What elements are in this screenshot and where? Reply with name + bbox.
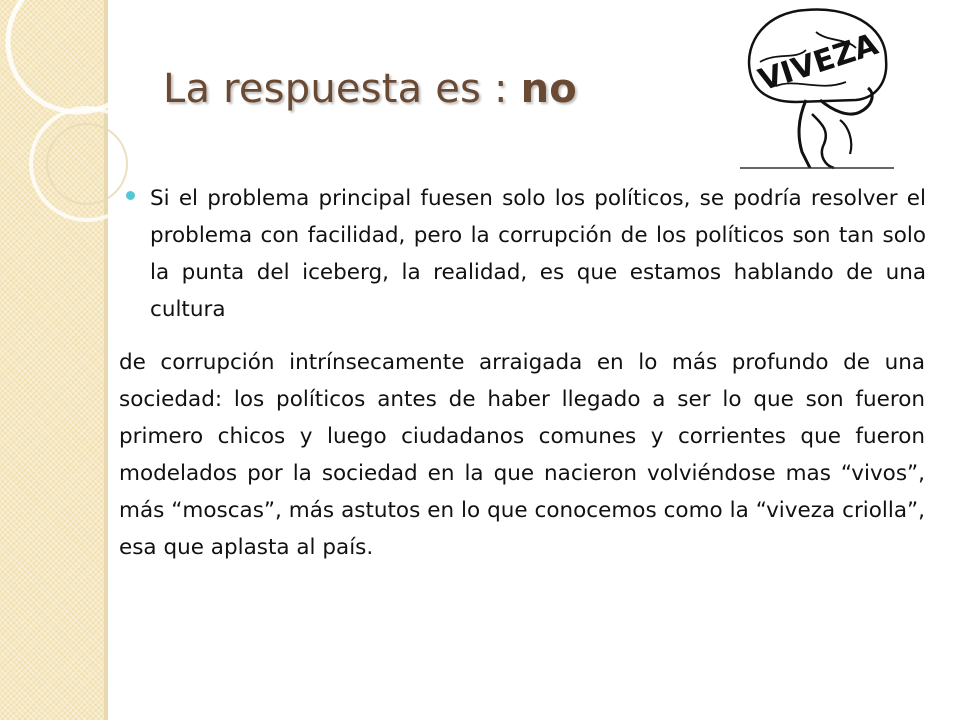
- slide-title-prefix: La respuesta es :: [163, 66, 521, 112]
- body-paragraph: de corrupción intrínsecamente arraigada en lo más profundo de una sociedad: los políticos antes de haber llegado a ser lo que son fueron primero chicos y luego ciudadanos comunes y corrientes que fueron modelados por la sociedad en la que nacieron volviéndose mas “vivos”, más “moscas”, más astutos en lo que conocemos como la “viveza criolla”, esa que aplasta al país.: [119, 350, 925, 560]
- viveza-logo-image: [736, 2, 896, 172]
- bullet-dot-icon: [126, 191, 135, 200]
- decorative-ring-large: [8, 0, 140, 112]
- bullet-text: Si el problema principal fuesen solo los políticos, se podría resolver el problema con facilidad, pero la corrupción de los políticos son tan solo la punta del iceberg, la realidad, es que estamos hablando de una cultura: [150, 186, 926, 322]
- viveza-logo-text: VIVEZA: [754, 27, 883, 99]
- slide-title: [163, 66, 577, 112]
- decorative-rings: [0, 0, 140, 260]
- bullet-item: [126, 180, 926, 328]
- slide-title-emphasis: no: [520, 66, 577, 112]
- decorative-ring-inner: [47, 124, 127, 204]
